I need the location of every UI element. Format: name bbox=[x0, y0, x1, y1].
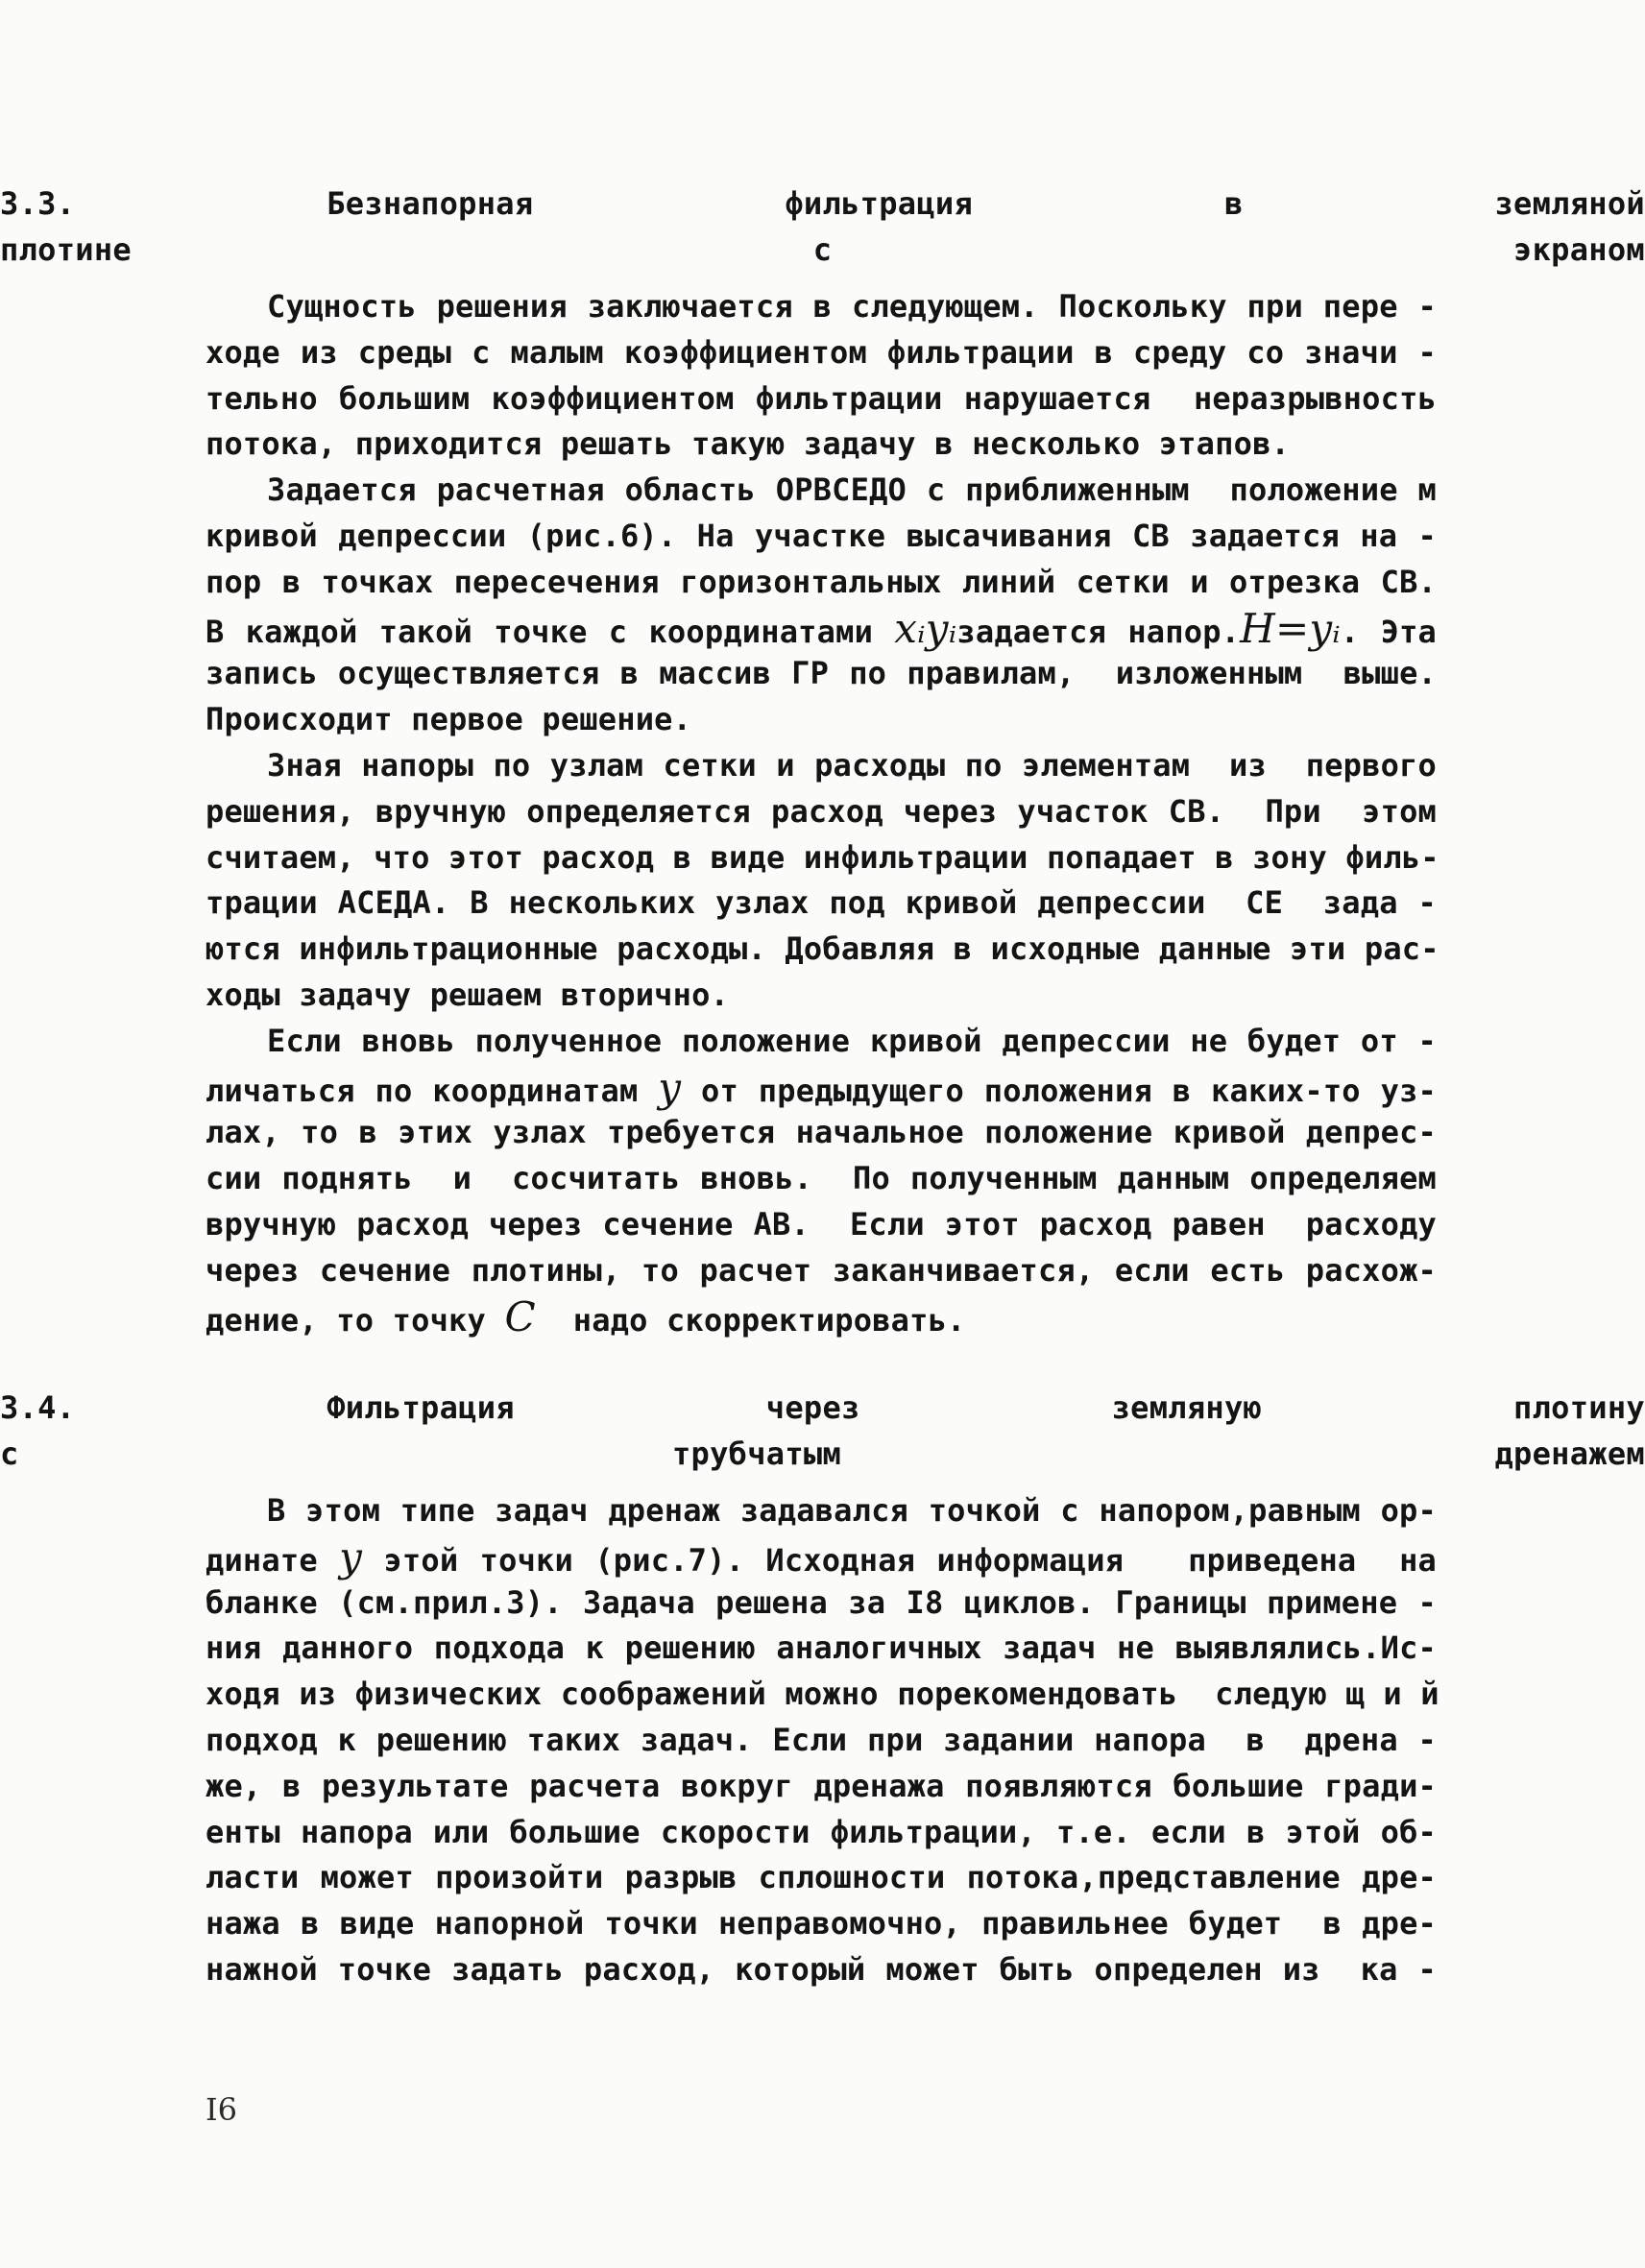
text-line: В этом типе задач дренаж задавался точкой с напором,равным ор- bbox=[267, 1492, 1437, 1529]
text-line: через сечение плотины, то расчет заканчивается, если есть расхож- bbox=[206, 1251, 1437, 1289]
text-line: пор в точках пересечения горизонтальных линий сетки и отрезка СВ. bbox=[206, 563, 1437, 600]
text-line: запись осуществляется в массив ГР по правилам, изложенным выше. bbox=[206, 655, 1437, 692]
text-line: считаем, что этот расход в виде инфильтрации попадает в зону филь- bbox=[206, 838, 1439, 876]
text-line: решения, вручную определяется расход через участок СВ. При этом bbox=[206, 792, 1437, 830]
handwritten-y: y bbox=[339, 1532, 363, 1580]
text-line: кривой депрессии (рис.6). На участке высачивания СВ задается на - bbox=[206, 517, 1437, 554]
text-fragment: В каждой такой точке с координатами bbox=[206, 613, 895, 650]
handwritten-c: C bbox=[504, 1292, 536, 1340]
text-fragment: динате bbox=[206, 1541, 340, 1579]
text-fragment: личаться по координатам bbox=[206, 1072, 659, 1109]
text-line: ния данного подхода к решению аналогичных задач не выявлялись.Ис- bbox=[206, 1629, 1437, 1667]
text-fragment: этой точки (рис.7). Исходная информация приведена на bbox=[362, 1541, 1438, 1579]
text-line: Задается расчетная область ОРВСЕДО с приближенным положение м bbox=[267, 471, 1437, 509]
text-line: лах, то в этих узлах требуется начальное положение кривой депрес- bbox=[206, 1114, 1437, 1151]
text-line: трации АСЕДА. В нескольких узлах под кривой депрессии СЕ зада - bbox=[206, 884, 1437, 922]
section-3-3-heading bbox=[0, 181, 1645, 273]
text-line: нажа в виде напорной точки неправомочно, правильнее будет в дре- bbox=[206, 1905, 1437, 1942]
heading-line: с трубчатым дренажем bbox=[0, 1435, 1645, 1472]
text-line: потока, приходится решать такую задачу в несколько этапов. bbox=[206, 425, 1291, 463]
text-line: ются инфильтрационные расходы. Добавляя в исходные данные эти рас- bbox=[206, 930, 1439, 968]
text-line: Сущность решения заключается в следующем. Поскольку при пере - bbox=[267, 288, 1437, 325]
text-fragment: задается напор. bbox=[956, 613, 1241, 650]
text-line: енты напора или большие скорости фильтрации, т.е. если в этой об- bbox=[206, 1813, 1437, 1850]
section-3-4-body bbox=[206, 1488, 1437, 1993]
text-line: ходя из физических соображений можно порекомендовать следую щ и й bbox=[206, 1676, 1439, 1713]
heading-line: 3.3. Безнапорная фильтрация в земляной bbox=[0, 185, 1645, 222]
text-fragment: . Эта bbox=[1340, 613, 1437, 650]
text-fragment: надо скорректировать. bbox=[535, 1301, 966, 1339]
text-line: нажной точке задать расход, который может быть определен из ка - bbox=[206, 1950, 1437, 1988]
handwritten-formula: H=yᵢ bbox=[1240, 604, 1341, 652]
heading-line: 3.4. Фильтрация через земляную плотину bbox=[0, 1389, 1645, 1426]
text-line: Происходит первое решение. bbox=[206, 701, 692, 738]
text-line: Если вновь полученное положение кривой депрессии не будет от - bbox=[267, 1022, 1437, 1059]
text-line: подход к решению таких задач. Если при задании напора в дрена - bbox=[206, 1721, 1437, 1758]
text-line: тельно большим коэффициентом фильтрации нарушается неразрывность bbox=[206, 379, 1437, 417]
section-3-4-heading bbox=[0, 1385, 1645, 1477]
text-line: же, в результате расчета вокруг дренажа появляются большие гради- bbox=[206, 1767, 1437, 1804]
text-fragment: дение, то точку bbox=[206, 1301, 505, 1339]
text-fragment: от предыдущего положения в каких-то уз- bbox=[681, 1072, 1437, 1109]
text-line-with-formula bbox=[206, 1294, 1437, 1340]
section-3-3-body bbox=[206, 284, 1437, 1339]
text-line: сии поднять и сосчитать вновь. По полученным данным определяем bbox=[206, 1160, 1437, 1197]
text-line-with-formula bbox=[206, 1534, 1437, 1580]
text-line: ходе из среды с малым коэффициентом фильтрации в среду со значи - bbox=[206, 333, 1437, 371]
text-line: Зная напоры по узлам сетки и расходы по элементам из первого bbox=[267, 746, 1437, 784]
page-number: I6 bbox=[206, 2091, 237, 2128]
heading-line: плотине с экраном bbox=[0, 230, 1645, 268]
text-line: ходы задачу решаем вторично. bbox=[206, 976, 730, 1013]
text-line-with-formula bbox=[206, 1065, 1437, 1111]
handwritten-y: y bbox=[658, 1063, 682, 1111]
text-line: бланке (см.прил.3). Задача решена за I8 циклов. Границы примене - bbox=[206, 1583, 1437, 1621]
text-line: вручную расход через сечение АВ. Если этот расход равен расходу bbox=[206, 1205, 1437, 1243]
handwritten-coordinates: xᵢyᵢ bbox=[894, 604, 957, 652]
text-line: ласти может произойти разрыв сплошности потока,представление дре- bbox=[206, 1859, 1437, 1896]
text-line-with-formula bbox=[206, 606, 1437, 652]
